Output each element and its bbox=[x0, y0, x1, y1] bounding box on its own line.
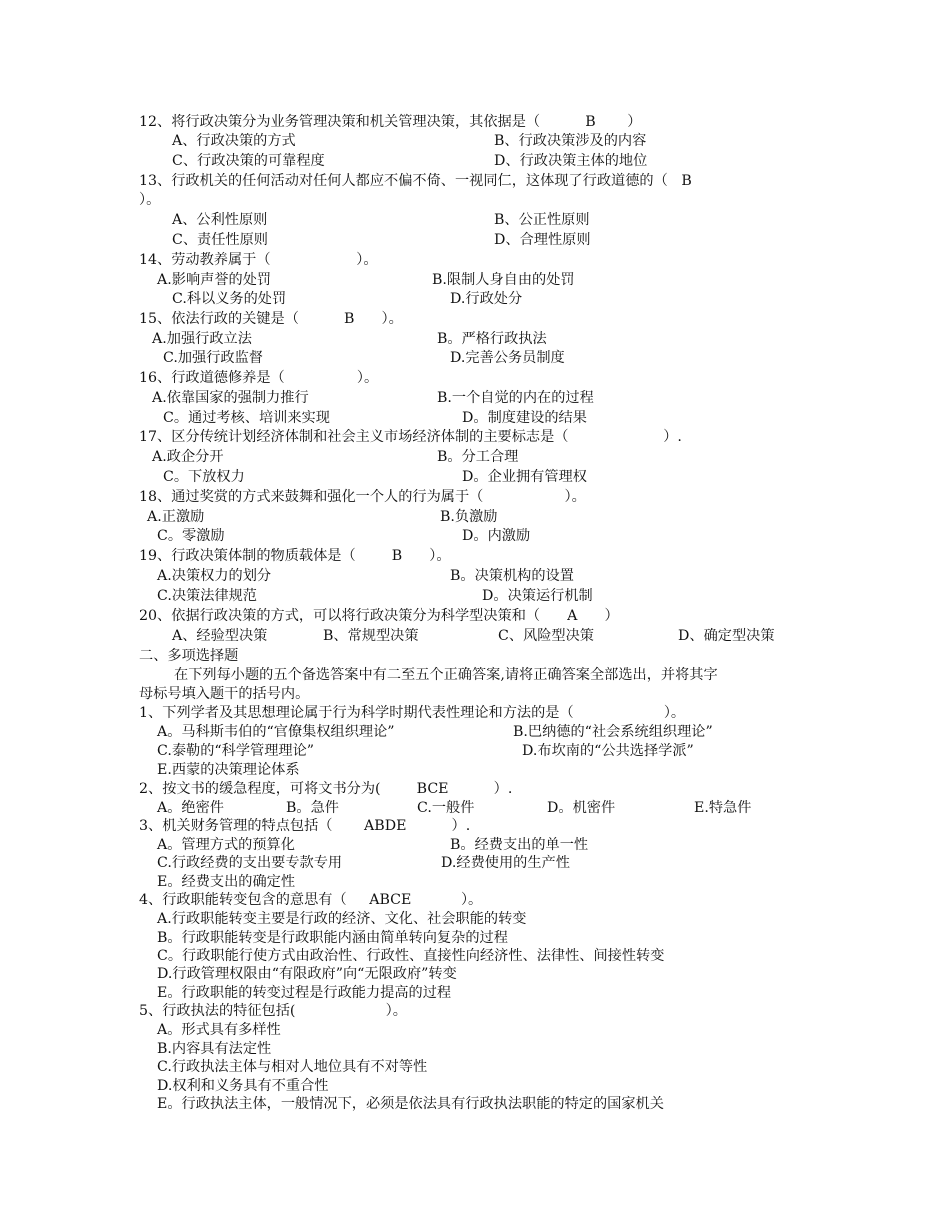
q19-option-c: C.决策法律规范 bbox=[157, 588, 257, 604]
q13-option-d: D、合理性原则 bbox=[494, 232, 591, 248]
m5-option-a: A。形式具有多样性 bbox=[157, 1022, 281, 1038]
m3-option-e: E。经费支出的确定性 bbox=[157, 874, 296, 890]
q14-option-c: C.科以义务的处罚 bbox=[172, 291, 287, 307]
q14-option-b: B.限制人身自由的处罚 bbox=[432, 272, 575, 288]
m2-stem: 2、按文书的缓急程度，可将文书分为( BCE ）. bbox=[139, 781, 513, 797]
q12-option-d: D、行政决策主体的地位 bbox=[494, 153, 648, 169]
q12-option-a: A、行政决策的方式 bbox=[172, 133, 296, 149]
q18-option-c: C。零激励 bbox=[157, 528, 225, 544]
m4-option-b: B。行政职能转变是行政职能内涵由简单转向复杂的过程 bbox=[157, 930, 508, 946]
m4-option-d: D.行政管理权限由“有限政府”向“无限政府”转变 bbox=[157, 966, 457, 982]
m3-stem: 3、机关财务管理的特点包括（ ABDE ）. bbox=[139, 818, 471, 834]
q20-option-c: C、风险型决策 bbox=[498, 628, 594, 644]
q13-option-a: A、公利性原则 bbox=[172, 212, 268, 228]
section-instruction: 在下列每小题的五个备选答案中有二至五个正确答案,请将正确答案全部选出，并将其字 bbox=[174, 667, 718, 683]
m5-option-d: D.权利和义务具有不重合性 bbox=[157, 1078, 329, 1094]
q13-option-b: B、公正性原则 bbox=[494, 212, 590, 228]
q19-option-a: A.决策权力的划分 bbox=[157, 568, 272, 584]
m4-option-c: C。行政职能行使方式由政治性、行政性、直接性向经济性、法律性、间接性转变 bbox=[157, 948, 665, 964]
m5-option-c: C.行政执法主体与相对人地位具有不对等性 bbox=[157, 1059, 428, 1075]
m2-option-a: A。绝密件 bbox=[157, 800, 224, 816]
q17-option-d: D。企业拥有管理权 bbox=[462, 469, 587, 485]
q18-option-b: B.负激励 bbox=[440, 509, 498, 525]
m1-option-e: E.西蒙的决策理论体系 bbox=[157, 762, 300, 778]
q17-stem: 17、区分传统计划经济体制和社会主义市场经济体制的主要标志是（ ）. bbox=[139, 429, 682, 445]
q19-stem: 19、行政决策体制的物质载体是（ B ）。 bbox=[139, 548, 451, 564]
q16-stem: 16、行政道德修养是（ ）。 bbox=[139, 370, 379, 386]
q15-option-c: C.加强行政监督 bbox=[163, 350, 263, 366]
q20-stem: 20、依据行政决策的方式，可以将行政决策分为科学型决策和（ A ） bbox=[139, 608, 619, 624]
m4-stem: 4、行政职能转变包含的意思有（ ABCE ）。 bbox=[139, 892, 483, 908]
m1-option-d: D.布坎南的“公共选择学派” bbox=[522, 743, 694, 759]
q13-stem-continued: ）。 bbox=[139, 192, 161, 208]
q15-stem: 15、依法行政的关键是（ B ）。 bbox=[139, 311, 403, 327]
q13-option-c: C、责任性原则 bbox=[172, 232, 268, 248]
q18-option-a: A.正激励 bbox=[147, 509, 205, 525]
m4-option-e: E。行政职能的转变过程是行政能力提高的过程 bbox=[157, 985, 452, 1001]
m3-option-a: A。管理方式的预算化 bbox=[157, 837, 295, 853]
q15-option-b: B。严格行政执法 bbox=[437, 331, 547, 347]
q19-option-b: B。决策机构的设置 bbox=[450, 568, 574, 584]
q15-option-d: D.完善公务员制度 bbox=[450, 350, 565, 366]
q18-stem: 18、通过奖赏的方式来鼓舞和强化一个人的行为属于（ ）。 bbox=[139, 489, 586, 505]
m1-option-b: B.巴纳德的“社会系统组织理论” bbox=[513, 724, 713, 740]
m2-option-e: E.特急件 bbox=[694, 800, 752, 816]
q17-option-b: B。分工合理 bbox=[437, 449, 519, 465]
q14-option-a: A.影响声誉的处罚 bbox=[157, 272, 272, 288]
q16-option-c: C。通过考核、培训来实现 bbox=[163, 410, 330, 426]
q16-option-a: A.依靠国家的强制力推行 bbox=[152, 390, 309, 406]
q18-option-d: D。内激励 bbox=[462, 528, 531, 544]
q15-option-a: A.加强行政立法 bbox=[152, 331, 252, 347]
q20-option-a: A、经验型决策 bbox=[172, 628, 268, 644]
q20-option-b: B、常规型决策 bbox=[323, 628, 419, 644]
q13-stem: 13、行政机关的任何活动对任何人都应不偏不倚、一视同仁，这体现了行政道德的（ B bbox=[139, 173, 692, 189]
m3-option-b: B。经费支出的单一性 bbox=[450, 837, 589, 853]
m2-option-b: B。急件 bbox=[286, 800, 339, 816]
m5-stem: 5、行政执法的特征包括( ）。 bbox=[139, 1003, 407, 1019]
m2-option-c: C.一般件 bbox=[417, 800, 475, 816]
m1-option-a: A。马科斯韦伯的“官僚集权组织理论” bbox=[157, 724, 395, 740]
q17-option-c: C。下放权力 bbox=[163, 469, 245, 485]
m2-option-d: D。机密件 bbox=[547, 800, 616, 816]
q12-stem: 12、将行政决策分为业务管理决策和机关管理决策，其依据是（ B ） bbox=[139, 114, 642, 130]
q16-option-b: B.一个自觉的内在的过程 bbox=[437, 390, 594, 406]
section-instruction-continued: 母标号填入题干的括号内。 bbox=[139, 686, 310, 702]
q14-stem: 14、劳动教养属于（ ）。 bbox=[139, 252, 378, 268]
m3-option-d: D.经费使用的生产性 bbox=[441, 855, 570, 871]
section-heading: 二、多项选择题 bbox=[139, 648, 239, 664]
m5-option-b: B.内容具有法定性 bbox=[157, 1041, 272, 1057]
q12-option-c: C、行政决策的可靠程度 bbox=[172, 153, 325, 169]
q20-option-d: D、确定型决策 bbox=[678, 628, 775, 644]
q12-option-b: B、行政决策涉及的内容 bbox=[494, 133, 647, 149]
q14-option-d: D.行政处分 bbox=[450, 291, 523, 307]
q16-option-d: D。制度建设的结果 bbox=[462, 410, 587, 426]
q19-option-d: D。决策运行机制 bbox=[482, 588, 593, 604]
m3-option-c: C.行政经费的支出要专款专用 bbox=[157, 855, 343, 871]
m5-option-e: E。行政执法主体，一般情况下，必须是依法具有行政执法职能的特定的国家机关 bbox=[157, 1096, 664, 1112]
m4-option-a: A.行政职能转变主要是行政的经济、文化、社会职能的转变 bbox=[157, 911, 527, 927]
m1-stem: 1、下列学者及其思想理论属于行为科学时期代表性理论和方法的是（ ）。 bbox=[139, 705, 686, 721]
m1-option-c: C.泰勒的“科学管理理论” bbox=[157, 743, 315, 759]
q17-option-a: A.政企分开 bbox=[152, 449, 224, 465]
